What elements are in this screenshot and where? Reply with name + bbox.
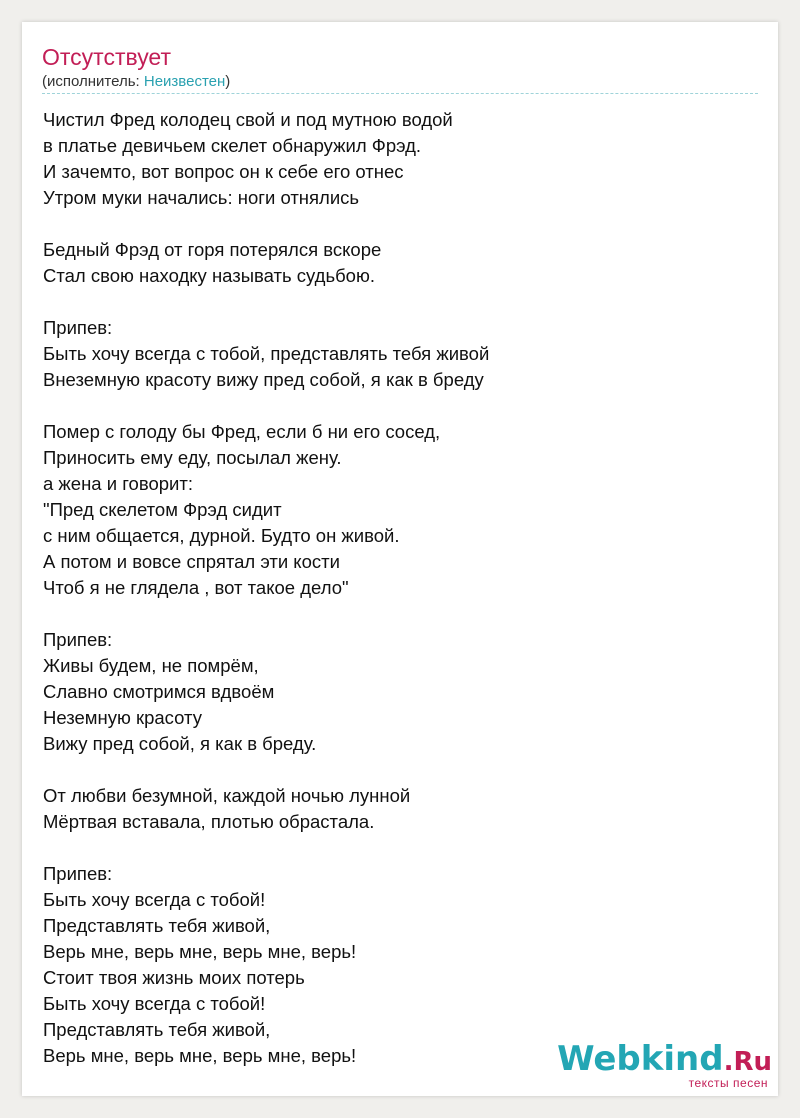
logo-name: Webkind	[557, 1039, 724, 1079]
logo-tld: .Ru	[723, 1047, 772, 1077]
lyric-line: Припев:	[43, 317, 113, 338]
song-title: Отсутствует	[42, 44, 171, 70]
stanza-gap	[43, 393, 743, 419]
lyric-line: Быть хочу всегда с тобой, представлять тебя живой	[43, 343, 490, 364]
lyric-line: Чистил Фред колодец свой и под мутною водой	[43, 109, 453, 130]
lyric-line: Приносить ему еду, посылал жену.	[43, 447, 342, 468]
lyric-line: И зачемто, вот вопрос он к себе его отнес	[43, 161, 404, 182]
lyric-line: Вижу пред собой, я как в бреду.	[43, 733, 317, 754]
lyric-line: Неземную красоту	[43, 707, 202, 728]
lyric-line: Помер с голоду бы Фред, если б ни его сосед,	[43, 421, 441, 442]
lyric-line: Быть хочу всегда с тобой!	[43, 889, 266, 910]
artist-suffix: )	[225, 73, 231, 90]
lyric-line: Внеземную красоту вижу пред собой, я как в бреду	[43, 369, 484, 390]
lyric-line: Стоит твоя жизнь моих потерь	[43, 967, 305, 988]
stanza-gap	[43, 289, 743, 315]
lyric-line: Живы будем, не помрём,	[43, 655, 259, 676]
lyric-line: Верь мне, верь мне, верь мне, верь!	[43, 941, 357, 962]
lyric-line: с ним общается, дурной. Будто он живой.	[43, 525, 400, 546]
lyric-line: А потом и вовсе спрятал эти кости	[43, 551, 340, 572]
stanza-gap	[43, 601, 743, 627]
lyric-line: Утром муки начались: ноги отнялись	[43, 187, 360, 208]
lyric-line: Припев:	[43, 629, 113, 650]
lyric-line: а жена и говорит:	[43, 473, 193, 494]
lyrics-text	[43, 107, 743, 1069]
header-divider	[42, 93, 758, 94]
artist-prefix: (исполнитель:	[42, 73, 144, 90]
lyric-line: Мёртвая вставала, плотью обрастала.	[43, 811, 375, 832]
lyric-line: Бедный Фрэд от горя потерялся вскоре	[43, 239, 382, 260]
site-logo[interactable]	[557, 1039, 772, 1090]
lyrics-page	[22, 22, 778, 1096]
lyric-line: Представлять тебя живой,	[43, 915, 271, 936]
lyric-line: Стал свою находку называть судьбою.	[43, 265, 375, 286]
lyric-line: Чтоб я не глядела , вот такое дело"	[43, 577, 349, 598]
lyric-line: в платье девичьем скелет обнаружил Фрэд.	[43, 135, 422, 156]
logo-wordmark	[557, 1040, 772, 1081]
lyric-line: Быть хочу всегда с тобой!	[43, 993, 266, 1014]
stanza-gap	[43, 757, 743, 783]
lyric-line: От любви безумной, каждой ночью лунной	[43, 785, 411, 806]
stanza-gap	[43, 211, 743, 237]
lyric-line: Представлять тебя живой,	[43, 1019, 271, 1040]
lyric-line: Славно смотримся вдвоём	[43, 681, 275, 702]
lyric-line: "Пред скелетом Фрэд сидит	[43, 499, 282, 520]
lyric-line: Припев:	[43, 863, 113, 884]
artist-line	[42, 73, 230, 91]
logo-tagline: тексты песен	[688, 1076, 768, 1090]
stanza-gap	[43, 835, 743, 861]
artist-link[interactable]: Неизвестен	[143, 73, 226, 90]
lyric-line: Верь мне, верь мне, верь мне, верь!	[43, 1045, 357, 1066]
